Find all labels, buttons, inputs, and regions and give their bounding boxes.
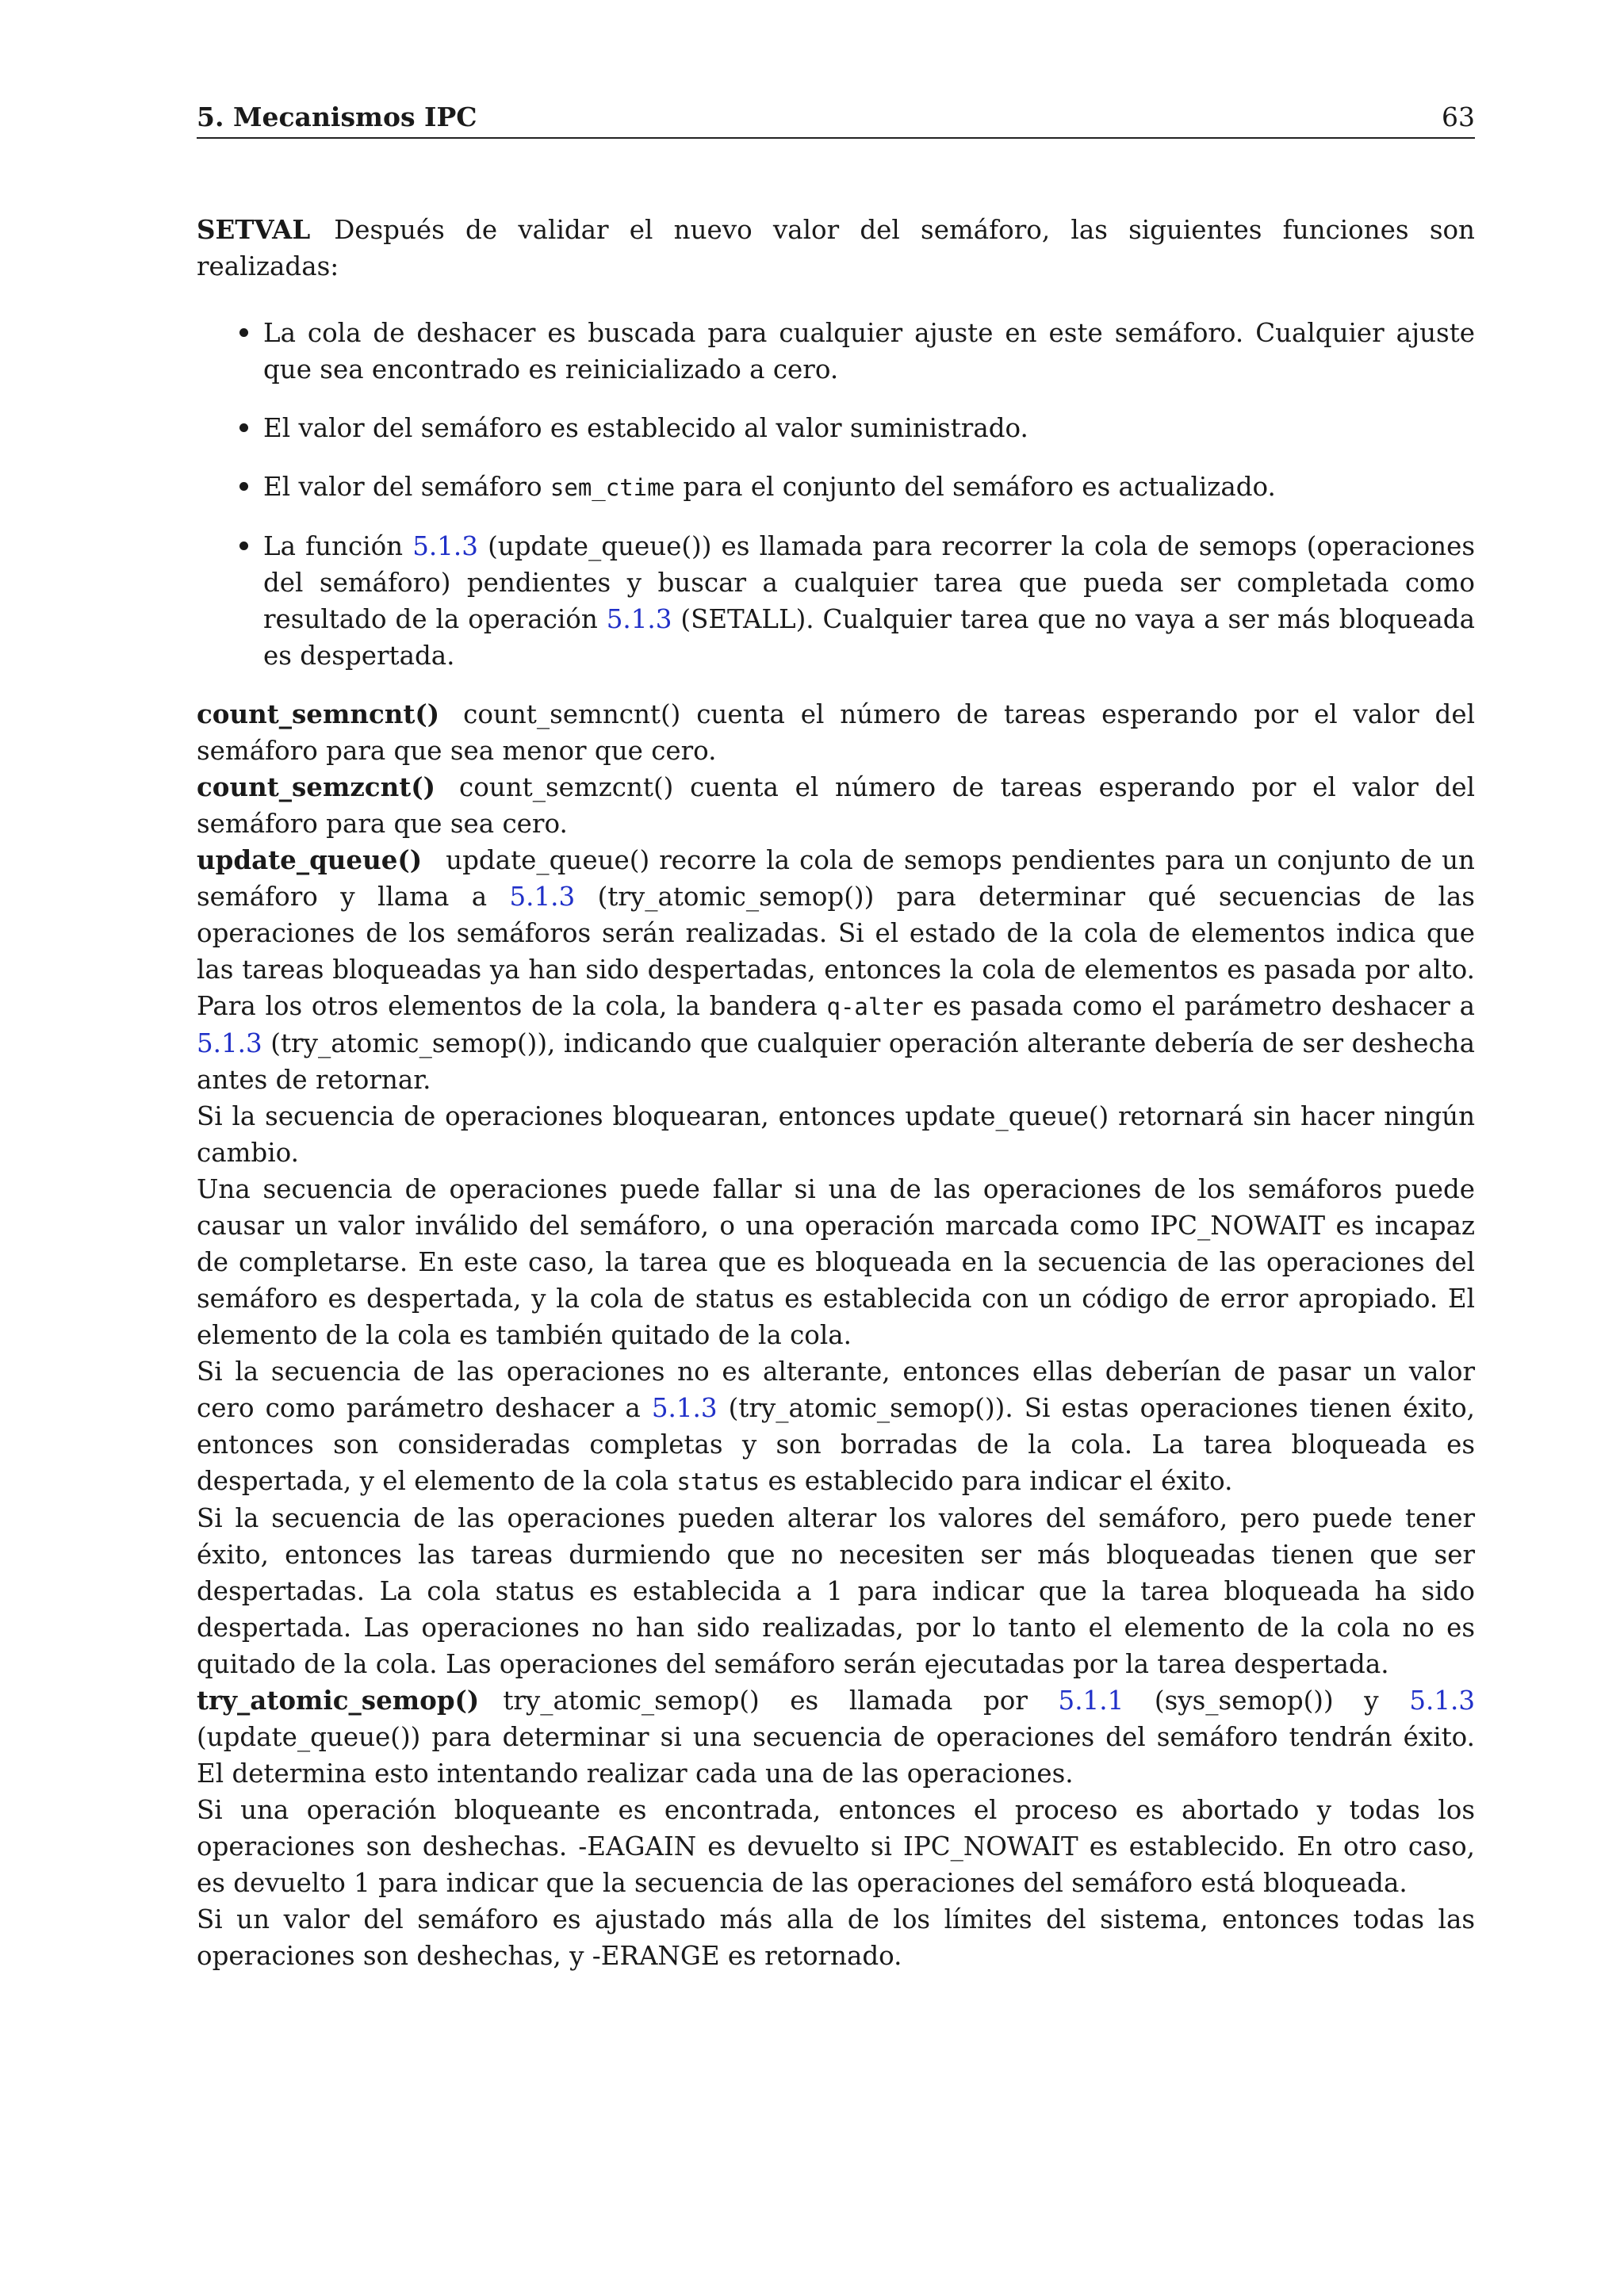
bullet-text: (SETALL). Cualquier tarea que no vaya a ser más bloqueada es despertada. bbox=[263, 604, 1475, 671]
paragraph-text: (try_atomic_semop()), indicando que cualquier operación alterante debería de ser deshecha antes de retornar. bbox=[197, 1028, 1475, 1095]
setval-term: SETVAL bbox=[197, 214, 311, 245]
running-header bbox=[197, 101, 1475, 139]
bullet-text: (update_queue()) es llamada para recorrer la cola de semops (operaciones del semáforo) pendientes y buscar a cualquier tarea que pueda ser completada como resultado de la operación bbox=[263, 531, 1476, 634]
update-queue-paragraph-4 bbox=[197, 1353, 1475, 1500]
try-atomic-semop-paragraph-2: Si una operación bloqueante es encontrada, entonces el proceso es abortado y todas los operaciones son deshechas. -EAGAIN es devuelto si IPC_NOWAIT es establecido. En otro caso, es devuelto 1 para indicar que la secuencia de las operaciones del semáforo está bloqueada. bbox=[197, 1795, 1475, 1898]
section-link[interactable]: 5.1.3 bbox=[1409, 1686, 1476, 1716]
paragraph-text: (update_queue()) para determinar si una secuencia de operaciones del semáforo tendrán éxito. El determina esto intentando realizar cada una de las operaciones. bbox=[197, 1722, 1475, 1789]
section-link[interactable]: 5.1.1 bbox=[1058, 1686, 1124, 1716]
list-item: El valor del semáforo es establecido al valor suministrado. bbox=[263, 410, 1475, 446]
setval-intro: Después de validar el nuevo valor del semáforo, las siguientes funciones son realizadas: bbox=[197, 215, 1475, 281]
section-link[interactable]: 5.1.3 bbox=[412, 531, 478, 561]
update-queue-paragraph-2: Si la secuencia de operaciones bloquearan, entonces update_queue() retornará sin hacer ningún cambio. bbox=[197, 1101, 1475, 1168]
try-atomic-semop-term: try_atomic_semop() bbox=[197, 1685, 480, 1716]
setval-bullet-list bbox=[197, 315, 1475, 674]
section-link[interactable]: 5.1.3 bbox=[651, 1393, 718, 1423]
paragraph-text: update_queue() recorre la cola de semops pendientes para un conjunto de un semáforo y llama a bbox=[197, 845, 1475, 912]
chapter-title: 5. Mecanismos IPC bbox=[197, 101, 477, 132]
page bbox=[197, 101, 1475, 1974]
paragraph-text: try_atomic_semop() es llamada por bbox=[503, 1686, 1059, 1716]
update-queue-paragraph-1 bbox=[197, 842, 1475, 1098]
bullet-text: El valor del semáforo bbox=[263, 472, 550, 502]
list-item: La cola de deshacer es buscada para cualquier ajuste en este semáforo. Cualquier ajuste que sea encontrado es reinicializado a cero. bbox=[263, 315, 1475, 388]
code-sem-ctime: sem_ctime bbox=[550, 474, 676, 501]
paragraph-text: (try_atomic_semop()) para determinar qué secuencias de las operaciones de los semáforos serán realizadas. Si el estado de la cola de elementos indica que las tareas bloqueadas ya han sido despertadas, entonces la cola de elementos es pasada por alto. Para los otros elementos de la cola, la bandera bbox=[197, 882, 1475, 1021]
list-item bbox=[263, 528, 1475, 674]
count-semzcnt-paragraph bbox=[197, 769, 1475, 842]
update-queue-term: update_queue() bbox=[197, 844, 423, 875]
page-content bbox=[197, 212, 1475, 1974]
code-status: status bbox=[676, 1468, 760, 1495]
update-queue-paragraph-3: Una secuencia de operaciones puede fallar si una de las operaciones de los semáforos puede causar un valor inválido del semáforo, o una operación marcada como IPC_NOWAIT es incapaz de completarse. En este caso, la tarea que es bloqueada en la secuencia de las operaciones del semáforo es despertada, y la cola de status es establecida con un código de error apropiado. El elemento de la cola es también quitado de la cola. bbox=[197, 1174, 1475, 1350]
section-link[interactable]: 5.1.3 bbox=[197, 1028, 262, 1058]
count-semzcnt-term: count_semzcnt() bbox=[197, 771, 435, 802]
section-link[interactable]: 5.1.3 bbox=[509, 882, 576, 912]
setval-paragraph bbox=[197, 212, 1475, 285]
try-atomic-semop-paragraph-3: Si un valor del semáforo es ajustado más alla de los límites del sistema, entonces todas las operaciones son deshechas, y -ERANGE es retornado. bbox=[197, 1904, 1475, 1971]
list-item bbox=[263, 469, 1475, 506]
paragraph-text: (sys_semop()) y bbox=[1124, 1686, 1410, 1716]
bullet-text: para el conjunto del semáforo es actualizado. bbox=[675, 472, 1276, 502]
code-q-alter: q-alter bbox=[826, 993, 924, 1020]
paragraph-text: es pasada como el parámetro deshacer a bbox=[923, 991, 1475, 1021]
count-semzcnt-text: count_semzcnt() cuenta el número de tareas esperando por el valor del semáforo para que sea cero. bbox=[197, 772, 1475, 839]
try-atomic-semop-paragraph-1 bbox=[197, 1682, 1475, 1792]
count-semncnt-term: count_semncnt() bbox=[197, 698, 440, 729]
bullet-text: La función bbox=[263, 531, 413, 561]
paragraph-text: (try_atomic_semop()). Si estas operaciones tienen éxito, entonces son consideradas completas y son borradas de la cola. La tarea bloqueada es despertada, y el elemento de la cola bbox=[197, 1393, 1475, 1496]
update-queue-paragraph-5: Si la secuencia de las operaciones pueden alterar los valores del semáforo, pero puede tener éxito, entonces las tareas durmiendo que no necesiten ser más bloqueadas tienen que ser despertadas. La cola status es establecida a 1 para indicar que la tarea bloqueada ha sido despertada. Las operaciones no han sido realizadas, por lo tanto el elemento de la cola no es quitado de la cola. Las operaciones del semáforo serán ejecutadas por la tarea despertada. bbox=[197, 1503, 1475, 1679]
paragraph-text: Si la secuencia de las operaciones no es alterante, entonces ellas deberían de pasar un valor cero como parámetro deshacer a bbox=[197, 1357, 1475, 1423]
page-number: 63 bbox=[1442, 101, 1475, 132]
count-semncnt-paragraph bbox=[197, 696, 1475, 769]
section-link[interactable]: 5.1.3 bbox=[606, 604, 672, 634]
count-semncnt-text: count_semncnt() cuenta el número de tareas esperando por el valor del semáforo para que sea menor que cero. bbox=[197, 699, 1475, 766]
paragraph-text: es establecido para indicar el éxito. bbox=[760, 1466, 1233, 1496]
